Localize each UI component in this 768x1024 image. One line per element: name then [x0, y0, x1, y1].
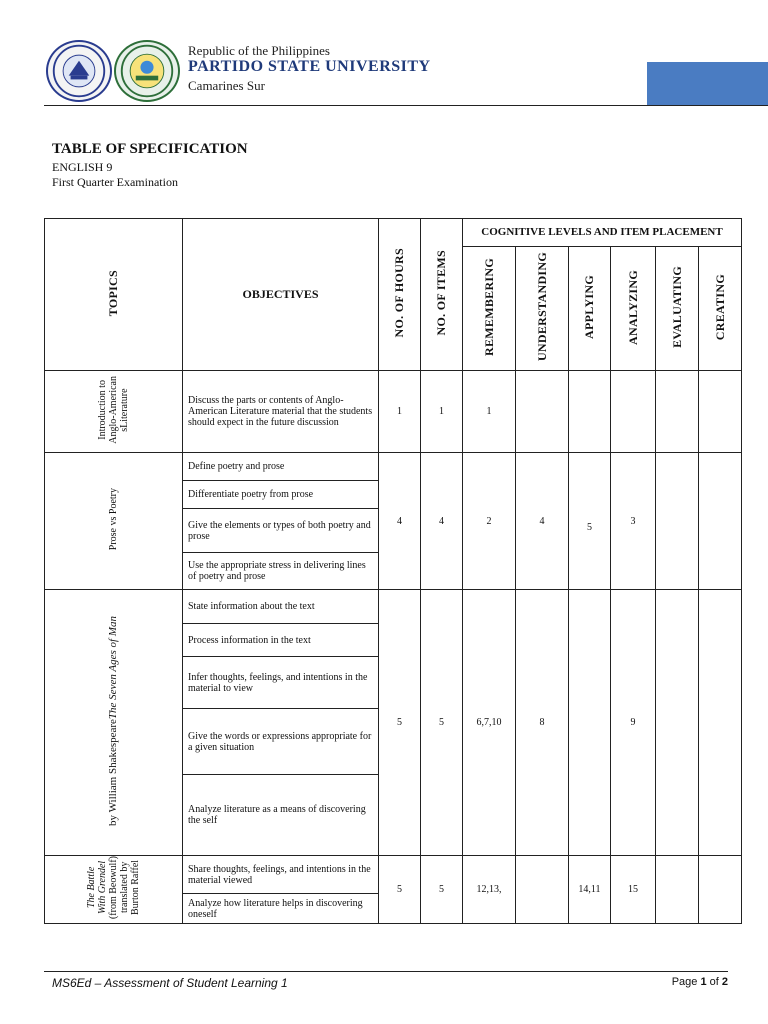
document-subject: ENGLISH 9 [52, 160, 113, 174]
objective-cell: Analyze literature as a means of discovering the self [183, 775, 379, 856]
creating-cell [699, 453, 742, 590]
objective-cell: Share thoughts, feelings, and intentions in the material viewed [183, 856, 379, 894]
hours-cell: 4 [379, 453, 421, 590]
objective-cell: Discuss the parts or contents of Anglo-American Literature material that the students should expect in the future discussion [183, 371, 379, 453]
footer-divider [44, 971, 728, 972]
objective-cell: Give the elements or types of both poetry and prose [183, 509, 379, 553]
remembering-cell: 6,7,10 [463, 590, 516, 856]
creating-cell [699, 590, 742, 856]
applying-cell: 14,11 [569, 856, 611, 924]
analyzing-cell: 3 [611, 453, 656, 590]
objective-cell: Process information in the text [183, 624, 379, 657]
topic-cell: Prose vs Poetry [45, 453, 183, 590]
applying-cell: 5 [569, 453, 611, 590]
footer-course: MS6Ed – Assessment of Student Learning 1 [52, 976, 288, 990]
remembering-cell: 12,13, [463, 856, 516, 924]
evaluating-cell [656, 371, 699, 453]
analyzing-cell: 15 [611, 856, 656, 924]
items-header: NO. OF ITEMS [421, 219, 463, 371]
table-row [45, 590, 742, 624]
analyzing-header: ANALYZING [611, 247, 656, 371]
evaluating-cell [656, 453, 699, 590]
evaluating-cell [656, 856, 699, 924]
objective-cell: Analyze how literature helps in discovering oneself [183, 894, 379, 924]
header-republic: Republic of the Philippines [188, 43, 330, 58]
objective-cell: Infer thoughts, feelings, and intentions in the material to view [183, 657, 379, 709]
remembering-cell: 1 [463, 371, 516, 453]
items-cell: 5 [421, 856, 463, 924]
understanding-header: UNDERSTANDING [516, 247, 569, 371]
objectives-header: OBJECTIVES [183, 219, 379, 371]
table-row [45, 371, 742, 453]
specification-table [44, 218, 742, 924]
applying-cell [569, 590, 611, 856]
creating-cell [699, 856, 742, 924]
remembering-header: REMEMBERING [463, 247, 516, 371]
hours-cell: 5 [379, 856, 421, 924]
header-blue-block [647, 62, 768, 105]
topic-cell: The Battle With Grendel (from Beowulf) translated by Burton Raffel [45, 856, 183, 924]
cognitive-levels-header: COGNITIVE LEVELS AND ITEM PLACEMENT [463, 219, 742, 247]
applying-header: APPLYING [569, 247, 611, 371]
document-title: TABLE OF SPECIFICATION [52, 141, 248, 157]
topic-cell: by William ShakespeareThe Seven Ages of Man [45, 590, 183, 856]
analyzing-cell [611, 371, 656, 453]
hours-cell: 5 [379, 590, 421, 856]
understanding-cell [516, 371, 569, 453]
college-seal-logo [114, 40, 180, 102]
understanding-cell: 8 [516, 590, 569, 856]
footer-page-number: Page 1 of 2 [671, 976, 728, 988]
creating-cell [699, 371, 742, 453]
header-location: Camarines Sur [188, 78, 265, 93]
hours-cell: 1 [379, 371, 421, 453]
header-divider [44, 105, 768, 106]
topics-header: TOPICS [45, 219, 183, 371]
analyzing-cell: 9 [611, 590, 656, 856]
objective-cell: State information about the text [183, 590, 379, 624]
understanding-cell: 4 [516, 453, 569, 590]
header-university-name: PARTIDO STATE UNIVERSITY [188, 58, 431, 75]
evaluating-header: EVALUATING [656, 247, 699, 371]
evaluating-cell [656, 590, 699, 856]
objective-cell: Give the words or expressions appropriate for a given situation [183, 709, 379, 775]
document-exam: First Quarter Examination [52, 175, 178, 189]
creating-header: CREATING [699, 247, 742, 371]
table-row [45, 453, 742, 481]
items-cell: 1 [421, 371, 463, 453]
applying-cell [569, 371, 611, 453]
objective-cell: Define poetry and prose [183, 453, 379, 481]
hours-header: NO. OF HOURS [379, 219, 421, 371]
items-cell: 4 [421, 453, 463, 590]
objective-cell: Differentiate poetry from prose [183, 481, 379, 509]
university-seal-logo [46, 40, 112, 102]
topic-cell: Introduction to Anglo-American sLiterature [45, 371, 183, 453]
objective-cell: Use the appropriate stress in delivering lines of poetry and prose [183, 553, 379, 590]
items-cell: 5 [421, 590, 463, 856]
understanding-cell [516, 856, 569, 924]
remembering-cell: 2 [463, 453, 516, 590]
table-row [45, 856, 742, 894]
